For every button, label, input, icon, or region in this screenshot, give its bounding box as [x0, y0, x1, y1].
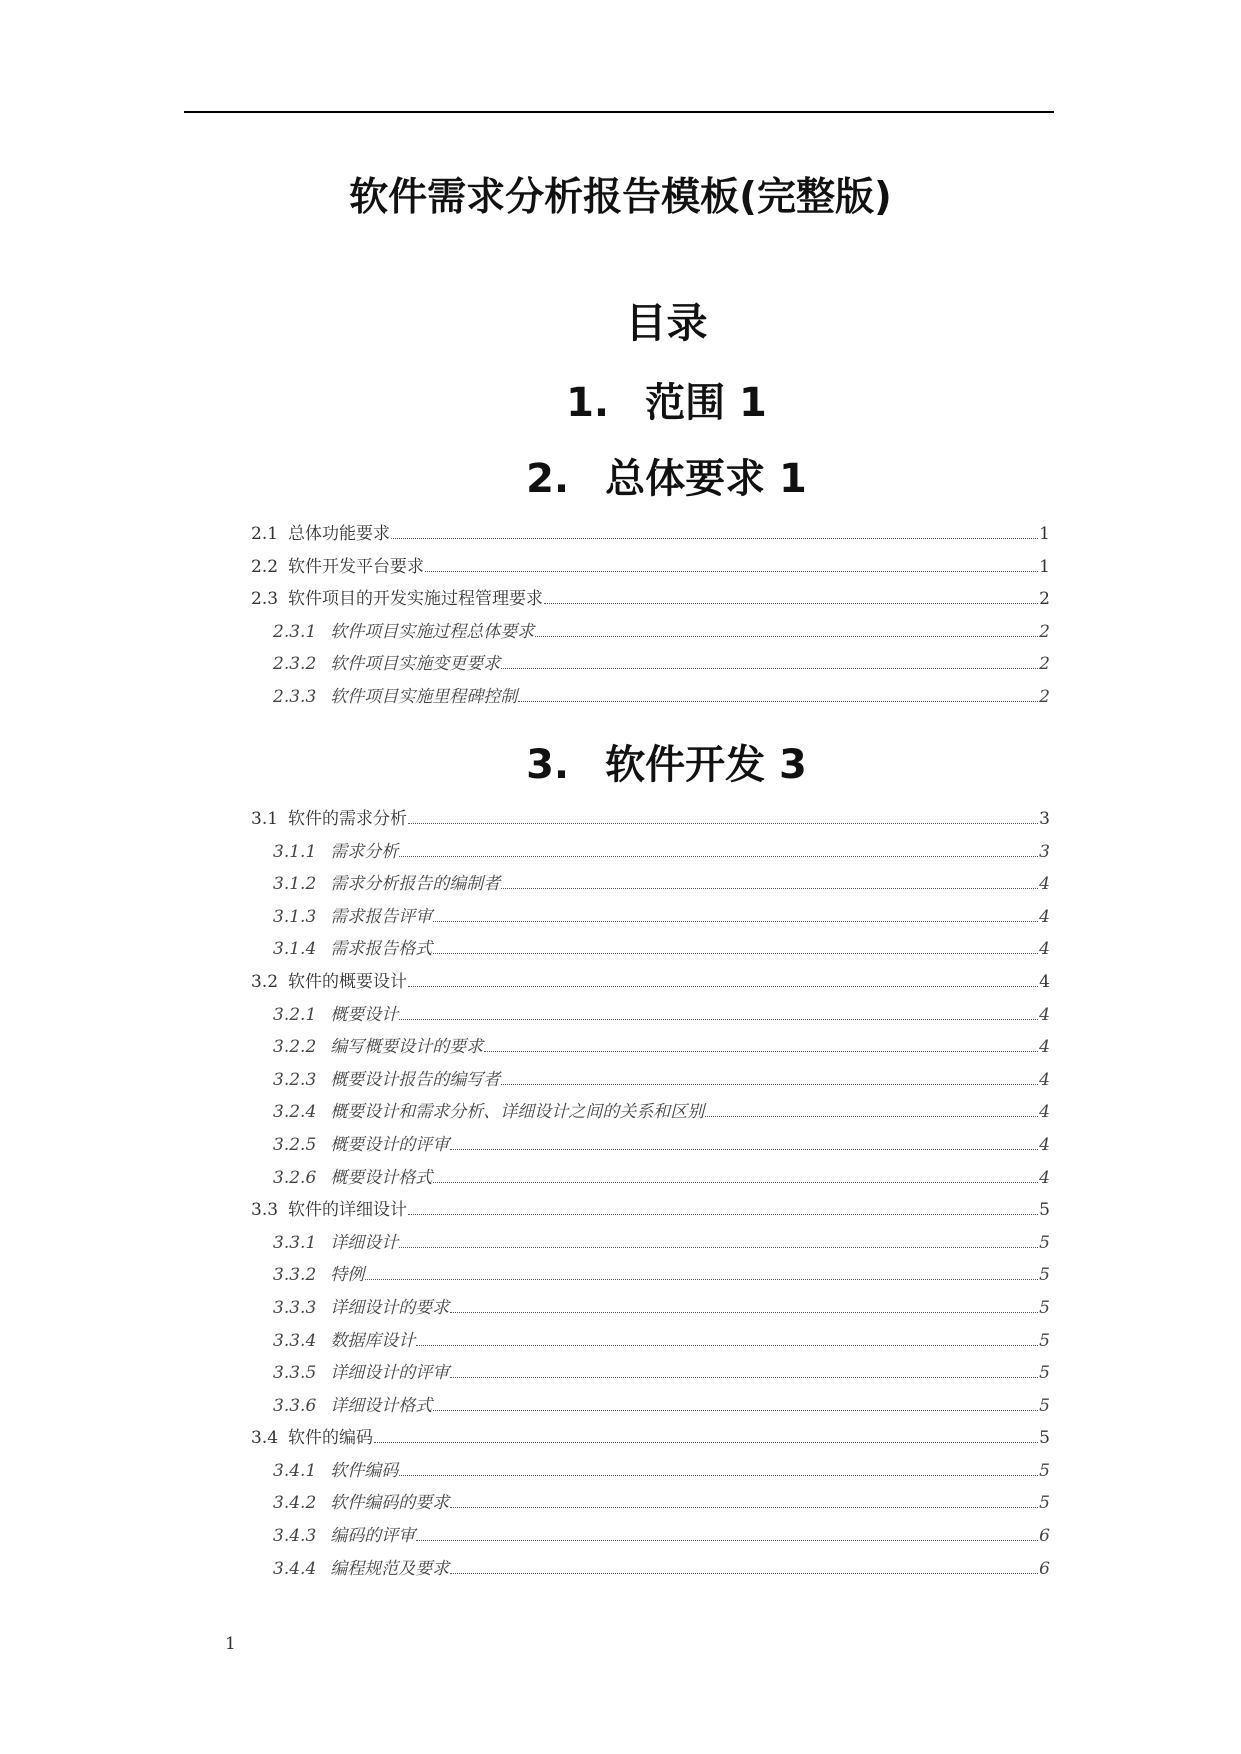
toc-entry-text: 需求分析报告的编制者 — [330, 874, 501, 895]
toc-entry-text: 软件项目实施变更要求 — [330, 654, 501, 675]
toc-entry-number: 3.1.1 — [273, 841, 317, 862]
toc-list-section-2 — [251, 519, 1050, 715]
toc-entry-page: 5 — [1039, 1395, 1050, 1416]
page-number: 1 — [225, 1634, 236, 1654]
toc-entry-number: 3.4.1 — [273, 1460, 317, 1481]
toc-entry-number: 2.3.2 — [273, 654, 317, 675]
toc-entry-page: 4 — [1039, 939, 1050, 960]
toc-entry[interactable] — [251, 1195, 1050, 1228]
dot-leader — [705, 1116, 1038, 1117]
toc-entry[interactable] — [251, 584, 1050, 617]
section-number: 3. — [526, 742, 570, 788]
dot-leader — [450, 1149, 1038, 1150]
toc-entry-page: 4 — [1039, 1102, 1050, 1123]
toc-entry[interactable] — [251, 967, 1050, 1000]
toc-entry-text: 概要设计 — [330, 1004, 399, 1025]
toc-entry-page: 2 — [1039, 686, 1050, 707]
dot-leader — [484, 1051, 1038, 1052]
toc-entry-page: 1 — [1039, 556, 1050, 577]
toc-entry-number: 3.2.2 — [273, 1037, 317, 1058]
toc-entry-text: 概要设计的评审 — [330, 1134, 450, 1155]
dot-leader — [365, 1279, 1038, 1280]
toc-entry-number: 3.2.5 — [273, 1134, 317, 1155]
toc-entry-text: 需求报告格式 — [330, 939, 433, 960]
toc-entry[interactable] — [251, 804, 1050, 837]
dot-leader — [450, 1573, 1038, 1574]
dot-leader — [399, 1475, 1038, 1476]
toc-entry-number: 3.2.1 — [273, 1004, 317, 1025]
toc-entry-number: 3.2.4 — [273, 1102, 317, 1123]
toc-entry-text: 特例 — [330, 1265, 365, 1286]
dot-leader — [399, 856, 1038, 857]
toc-entry-page: 5 — [1039, 1297, 1050, 1318]
document-title: 软件需求分析报告模板(完整版) — [349, 175, 892, 220]
toc-entry-text: 详细设计 — [330, 1232, 399, 1253]
toc-entry[interactable] — [251, 902, 1050, 935]
toc-entry-text: 软件的编码 — [288, 1428, 374, 1449]
toc-entry[interactable] — [251, 1488, 1050, 1521]
toc-entry-number: 3.1.3 — [273, 906, 317, 927]
toc-entry[interactable] — [251, 837, 1050, 870]
toc-entry-text: 软件项目实施里程碑控制 — [330, 686, 518, 707]
toc-entry-number: 3.2.6 — [273, 1167, 317, 1188]
dot-leader — [450, 1507, 1038, 1508]
toc-entry-page: 4 — [1039, 971, 1050, 992]
dot-leader — [544, 603, 1038, 604]
toc-entry-text: 软件项目的开发实施过程管理要求 — [288, 589, 544, 610]
toc-entry-page: 5 — [1039, 1232, 1050, 1253]
toc-entry-number: 3.2 — [251, 971, 279, 992]
dot-leader — [408, 1214, 1038, 1215]
toc-entry-number: 2.1 — [251, 524, 279, 544]
toc-entry-page: 3 — [1039, 809, 1050, 829]
toc-entry-page: 3 — [1039, 841, 1050, 862]
toc-entry[interactable] — [251, 682, 1050, 715]
toc-entry[interactable] — [251, 1554, 1050, 1587]
toc-entry-page: 4 — [1039, 874, 1050, 895]
dot-leader — [416, 1540, 1038, 1541]
toc-title: 目录 — [625, 299, 708, 347]
toc-entry-page: 5 — [1039, 1265, 1050, 1286]
toc-entry[interactable] — [251, 1260, 1050, 1293]
toc-entry-text: 概要设计和需求分析、详细设计之间的关系和区别 — [330, 1102, 705, 1123]
toc-entry[interactable] — [251, 649, 1050, 682]
dot-leader — [408, 986, 1038, 987]
toc-entry[interactable] — [251, 1032, 1050, 1065]
toc-entry-number: 3.2.3 — [273, 1069, 317, 1090]
dot-leader — [391, 538, 1038, 539]
toc-entry-text: 概要设计格式 — [330, 1167, 433, 1188]
toc-entry[interactable] — [251, 617, 1050, 650]
toc-entry-text: 软件的详细设计 — [288, 1200, 408, 1221]
toc-entry[interactable] — [251, 1521, 1050, 1554]
toc-entry[interactable] — [251, 1163, 1050, 1196]
toc-entry-text: 概要设计报告的编写者 — [330, 1069, 501, 1090]
toc-entry-number: 3.4.2 — [273, 1493, 317, 1514]
header-rule — [184, 111, 1054, 113]
toc-entry-text: 需求报告评审 — [330, 906, 433, 927]
toc-entry-text: 编码的评审 — [330, 1526, 416, 1547]
toc-entry-text: 软件的概要设计 — [288, 971, 408, 992]
toc-section-heading-3[interactable] — [0, 733, 1241, 790]
toc-entry[interactable] — [251, 1358, 1050, 1391]
toc-entry-text: 数据库设计 — [330, 1330, 416, 1351]
toc-entry-page: 4 — [1039, 906, 1050, 927]
toc-entry-page: 6 — [1039, 1526, 1050, 1547]
section-label: 总体要求 1 — [605, 456, 807, 502]
toc-entry[interactable] — [251, 1065, 1050, 1098]
toc-entry-page: 5 — [1039, 1460, 1050, 1481]
toc-entry-page: 4 — [1039, 1069, 1050, 1090]
dot-leader — [433, 1410, 1038, 1411]
toc-entry-number: 3.4.3 — [273, 1526, 317, 1547]
toc-entry-text: 软件编码的要求 — [330, 1493, 450, 1514]
dot-leader — [501, 1084, 1038, 1085]
section-number: 1. — [566, 380, 610, 426]
toc-entry-number: 3.3.6 — [273, 1395, 317, 1416]
toc-entry[interactable] — [251, 1130, 1050, 1163]
toc-section-heading-2[interactable] — [0, 447, 1241, 504]
toc-entry-page: 6 — [1039, 1558, 1050, 1579]
toc-entry-text: 详细设计的评审 — [330, 1363, 450, 1384]
toc-entry-page: 4 — [1039, 1167, 1050, 1188]
section-label: 范围 1 — [645, 380, 767, 426]
dot-leader — [501, 888, 1038, 889]
dot-leader — [518, 701, 1038, 702]
toc-entry-number: 2.3 — [251, 589, 279, 610]
toc-entry-number: 3.3.1 — [273, 1232, 317, 1253]
toc-entry-number: 3.1 — [251, 809, 279, 829]
toc-entry-number: 2.2 — [251, 556, 279, 577]
dot-leader — [450, 1377, 1038, 1378]
toc-entry-number: 3.3 — [251, 1200, 279, 1221]
toc-entry-text: 需求分析 — [330, 841, 399, 862]
dot-leader — [399, 1019, 1038, 1020]
toc-entry[interactable] — [251, 1293, 1050, 1326]
toc-entry-page: 4 — [1039, 1037, 1050, 1058]
toc-entry-page: 2 — [1039, 621, 1050, 642]
toc-entry-text: 软件项目实施过程总体要求 — [330, 621, 535, 642]
toc-entry[interactable] — [251, 1000, 1050, 1033]
toc-entry-number: 3.4 — [251, 1428, 279, 1449]
toc-entry-text: 软件开发平台要求 — [288, 556, 425, 577]
toc-entry[interactable] — [251, 934, 1050, 967]
toc-entry-page: 1 — [1039, 524, 1050, 544]
dot-leader — [433, 921, 1038, 922]
toc-entry-number: 2.3.1 — [273, 621, 317, 642]
toc-entry-number: 3.3.3 — [273, 1297, 317, 1318]
toc-entry[interactable] — [251, 552, 1050, 585]
dot-leader — [416, 1345, 1038, 1346]
toc-entry-number: 3.3.5 — [273, 1363, 317, 1384]
toc-entry-page: 5 — [1039, 1363, 1050, 1384]
toc-entry-page: 5 — [1039, 1428, 1050, 1449]
toc-entry-text: 软件编码 — [330, 1460, 399, 1481]
toc-entry[interactable] — [251, 1097, 1050, 1130]
dot-leader — [374, 1442, 1038, 1443]
toc-entry-page: 4 — [1039, 1004, 1050, 1025]
toc-entry-text: 软件的需求分析 — [288, 809, 408, 829]
dot-leader — [433, 953, 1038, 954]
toc-section-heading-1[interactable] — [0, 371, 1241, 428]
section-label: 软件开发 3 — [605, 742, 807, 788]
toc-entry-page: 5 — [1039, 1493, 1050, 1514]
toc-entry-page: 2 — [1039, 589, 1050, 610]
toc-entry-text: 详细设计的要求 — [330, 1297, 450, 1318]
dot-leader — [399, 1247, 1038, 1248]
toc-entry-text: 编程规范及要求 — [330, 1558, 450, 1579]
toc-list-section-3 — [251, 804, 1050, 1586]
toc-entry-page: 2 — [1039, 654, 1050, 675]
toc-entry[interactable] — [251, 1391, 1050, 1424]
dot-leader — [501, 668, 1038, 669]
toc-entry[interactable] — [251, 1456, 1050, 1489]
toc-entry[interactable] — [251, 1423, 1050, 1456]
toc-entry-number: 2.3.3 — [273, 686, 317, 707]
toc-entry-number: 3.1.2 — [273, 874, 317, 895]
toc-entry[interactable] — [251, 1326, 1050, 1359]
toc-entry-text: 总体功能要求 — [288, 524, 391, 544]
dot-leader — [408, 823, 1038, 824]
toc-entry-text: 编写概要设计的要求 — [330, 1037, 484, 1058]
section-number: 2. — [526, 456, 570, 502]
dot-leader — [450, 1312, 1038, 1313]
toc-entry-number: 3.1.4 — [273, 939, 317, 960]
dot-leader — [433, 1182, 1038, 1183]
toc-entry[interactable] — [251, 869, 1050, 902]
toc-entry-page: 5 — [1039, 1330, 1050, 1351]
toc-entry-number: 3.3.4 — [273, 1330, 317, 1351]
dot-leader — [425, 571, 1038, 572]
toc-entry-number: 3.4.4 — [273, 1558, 317, 1579]
toc-entry[interactable] — [251, 519, 1050, 552]
toc-entry-page: 4 — [1039, 1134, 1050, 1155]
dot-leader — [535, 636, 1038, 637]
toc-entry[interactable] — [251, 1228, 1050, 1261]
toc-entry-number: 3.3.2 — [273, 1265, 317, 1286]
toc-entry-text: 详细设计格式 — [330, 1395, 433, 1416]
toc-entry-page: 5 — [1039, 1200, 1050, 1221]
